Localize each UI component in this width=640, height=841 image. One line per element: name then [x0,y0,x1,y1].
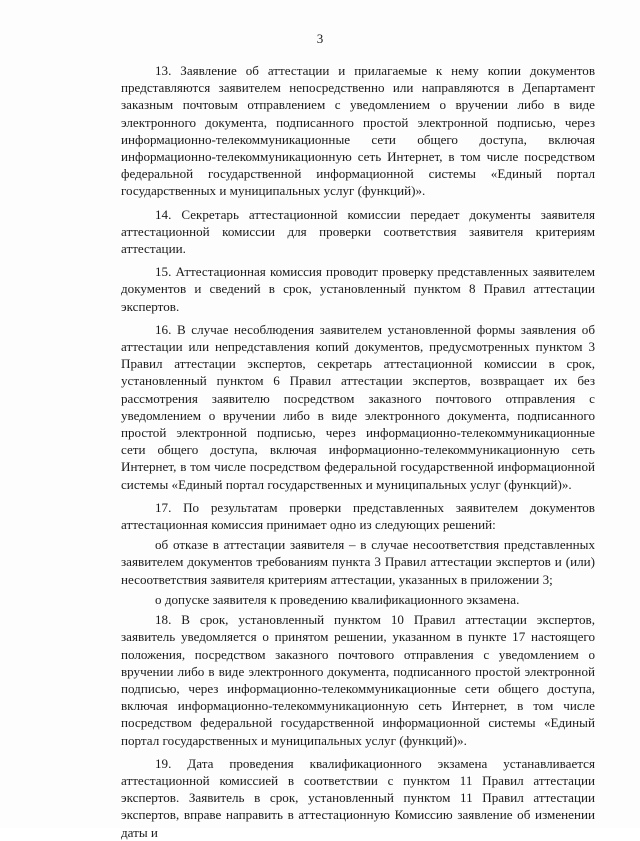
paragraph-15: 15. Аттестационная комиссия проводит проверку представленных заявителем документов и сведений в срок, установленный пунктом 8 Правил аттестации экспертов. [121,264,595,314]
paragraph-14: 14. Секретарь аттестационной комиссии передает документы заявителя аттестационной комиссии для проверки соответствия заявителя критериям аттестации. [121,206,595,257]
document-body [121,62,595,841]
paragraph-18: 18. В срок, установленный пунктом 10 Правил аттестации экспертов, заявитель уведомляется о принятом решении, указанном в пункте 17 настоящего положения, посредством заказного почтового отправления с уведомлением о вручении либо в виде электронного документа, подписанного простой электронной подписью, через информационно-телекоммуникационные сети общего доступа, включая информационно-телекоммуникационную сеть Интернет, в том числе посредством федеральной государственной информационной системы «Единый портал государственных и муниципальных услуг (функций)». [121,612,595,748]
paragraph-19: 19. Дата проведения квалификационного экзамена устанавливается аттестационной комиссией в соответствии с пунктом 11 Правил аттестации экспертов. Заявитель в срок, установленный пунктом 11 Правил аттестации экспертов, вправе направить в аттестационную Комиссию заявление об изменении даты и [121,755,595,840]
paragraph-17-admission: о допуске заявителя к проведению квалификационного экзамена. [155,591,520,607]
paragraph-13: 13. Заявление об аттестации и прилагаемые к нему копии документов представляются заявителем непосредственно или направляются в Департамент заказным почтовым отправлением с уведомлением о вручении либо в виде электронного документа, подписанного простой электронной подписью, через информационно-телекоммуникационные сети общего доступа, включая информационно-телекоммуникационную сеть Интернет, в том числе посредством федеральной государственной информационной системы «Единый портал государственных и муниципальных услуг (функций)». [121,63,595,199]
paragraph-17-refusal: об отказе в аттестации заявителя – в случае несоответствия представленных заявителем документов требованиям пункта 3 Правил аттестации экспертов и (или) несоответствия заявителя критериям аттестации, указанных в приложении 3; [121,537,595,587]
paragraph-16: 16. В случае несоблюдения заявителем установленной формы заявления об аттестации или непредставления копий документов, предусмотренных пунктом 3 Правил аттестации экспертов, секретарь аттестационной комиссии в срок, установленный пунктом 6 Правил аттестации экспертов, возвращает их без рассмотрения заявителю посредством заказного почтового отправления с уведомлением о вручении либо в виде электронного документа, подписанного простой электронной подписью, через информационно-телекоммуникационные сети общего доступа, включая информационно-телекоммуникационную сеть Интернет, в том числе посредством федеральной государственной информационной системы «Единый портал государственных и муниципальных услуг (функций)». [121,321,595,492]
paragraph-17: 17. По результатам проверки представленных заявителем документов аттестационная комиссия принимает одно из следующих решений: [121,499,595,533]
page-number: 3 [316,31,324,46]
